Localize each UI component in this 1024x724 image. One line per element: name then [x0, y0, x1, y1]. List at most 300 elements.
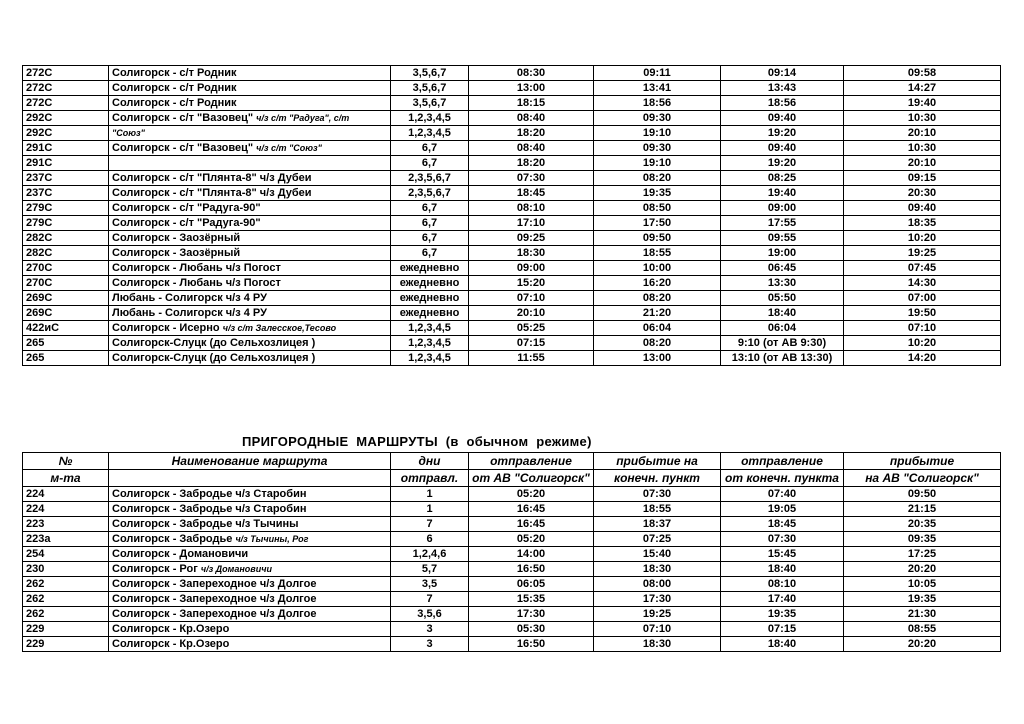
departure-cell: 18:20 — [469, 156, 594, 171]
departure-cell: 16:45 — [469, 502, 594, 517]
route-number-cell: 229 — [23, 622, 109, 637]
days-cell: ежедневно — [391, 276, 469, 291]
days-cell: 3 — [391, 637, 469, 652]
route-name-cell — [109, 607, 391, 622]
table-row — [23, 577, 1001, 592]
route-name: Солигорск - Забродье — [112, 533, 233, 545]
route-number-cell: 292С — [23, 111, 109, 126]
days-cell: 7 — [391, 517, 469, 532]
departure-end-cell: 09:40 — [721, 111, 844, 126]
route-number-cell: 223 — [23, 517, 109, 532]
table-row — [23, 487, 1001, 502]
route-name: Любань - Солигорск ч/з 4 РУ — [112, 292, 267, 304]
departure-cell: 16:50 — [469, 637, 594, 652]
departure-cell: 13:00 — [469, 81, 594, 96]
arrival-end-cell: 17:30 — [594, 592, 721, 607]
arrival-end-cell: 16:20 — [594, 276, 721, 291]
arrival-cell: 14:20 — [844, 351, 1001, 366]
departure-cell: 15:35 — [469, 592, 594, 607]
route-number-cell: 270С — [23, 276, 109, 291]
arrival-cell: 09:58 — [844, 66, 1001, 81]
schedule-table-suburban — [22, 452, 1001, 652]
arrival-end-cell: 18:56 — [594, 96, 721, 111]
arrival-cell: 19:50 — [844, 306, 1001, 321]
departure-cell: 16:50 — [469, 562, 594, 577]
arrival-cell: 09:15 — [844, 171, 1001, 186]
table-row — [23, 547, 1001, 562]
table-row — [23, 231, 1001, 246]
arrival-end-cell: 07:10 — [594, 622, 721, 637]
header-cell: отправление — [469, 453, 594, 470]
route-name: Солигорск - с/т "Вазовец" — [112, 142, 254, 154]
route-name-cell — [109, 96, 391, 111]
route-name: Солигорск - Забродье ч/з Старобин — [112, 488, 307, 500]
route-name-cell — [109, 81, 391, 96]
arrival-cell: 21:30 — [844, 607, 1001, 622]
table-row — [23, 216, 1001, 231]
days-cell: 6,7 — [391, 246, 469, 261]
days-cell: ежедневно — [391, 261, 469, 276]
departure-end-cell: 19:40 — [721, 186, 844, 201]
departure-end-cell: 07:40 — [721, 487, 844, 502]
departure-cell: 18:30 — [469, 246, 594, 261]
arrival-end-cell: 18:30 — [594, 562, 721, 577]
arrival-cell: 20:30 — [844, 186, 1001, 201]
departure-cell: 18:20 — [469, 126, 594, 141]
route-number-cell: 262 — [23, 577, 109, 592]
route-name-cell — [109, 487, 391, 502]
arrival-end-cell: 08:50 — [594, 201, 721, 216]
table-row — [23, 502, 1001, 517]
departure-end-cell: 13:30 — [721, 276, 844, 291]
table-row — [23, 321, 1001, 336]
arrival-end-cell: 09:30 — [594, 141, 721, 156]
route-number-cell: 265 — [23, 351, 109, 366]
route-name: Солигорск - Кр.Озеро — [112, 638, 230, 650]
header-cell — [109, 470, 391, 487]
arrival-cell: 10:30 — [844, 111, 1001, 126]
days-cell: 1 — [391, 487, 469, 502]
departure-cell: 20:10 — [469, 306, 594, 321]
arrival-cell: 19:40 — [844, 96, 1001, 111]
route-name: Солигорск - Домановичи — [112, 548, 249, 560]
arrival-end-cell: 13:00 — [594, 351, 721, 366]
departure-end-cell: 19:20 — [721, 156, 844, 171]
route-name: Любань - Солигорск ч/з 4 РУ — [112, 307, 267, 319]
route-number-cell: 282С — [23, 231, 109, 246]
departure-end-cell: 18:56 — [721, 96, 844, 111]
departure-end-cell: 09:55 — [721, 231, 844, 246]
route-name: Солигорск - Кр.Озеро — [112, 623, 230, 635]
days-cell: 1,2,4,6 — [391, 547, 469, 562]
table-row — [23, 351, 1001, 366]
arrival-end-cell: 19:10 — [594, 126, 721, 141]
route-via-note: ч/з с/т "Радуга", с/т — [256, 113, 350, 123]
days-cell: ежедневно — [391, 291, 469, 306]
route-name-cell — [109, 276, 391, 291]
route-via-note: ч/з с/т "Союз" — [256, 143, 322, 153]
days-cell: 1,2,3,4,5 — [391, 126, 469, 141]
departure-end-cell: 18:45 — [721, 517, 844, 532]
table-header-row — [23, 453, 1001, 470]
days-cell: 3,5,6,7 — [391, 96, 469, 111]
arrival-cell: 14:27 — [844, 81, 1001, 96]
departure-end-cell: 17:40 — [721, 592, 844, 607]
departure-cell: 15:20 — [469, 276, 594, 291]
arrival-cell: 07:00 — [844, 291, 1001, 306]
departure-cell: 05:25 — [469, 321, 594, 336]
departure-end-cell: 19:20 — [721, 126, 844, 141]
route-name: Солигорск - Запереходное ч/з Долгое — [112, 608, 317, 620]
route-name: Солигорск - с/т Родник — [112, 67, 237, 79]
arrival-end-cell: 21:20 — [594, 306, 721, 321]
days-cell: 1,2,3,4,5 — [391, 336, 469, 351]
table-row — [23, 607, 1001, 622]
departure-cell: 08:30 — [469, 66, 594, 81]
route-via-note: "Союз" — [112, 128, 145, 138]
days-cell: 3,5 — [391, 577, 469, 592]
route-number-cell: 291С — [23, 141, 109, 156]
days-cell: ежедневно — [391, 306, 469, 321]
departure-cell: 14:00 — [469, 547, 594, 562]
arrival-end-cell: 18:55 — [594, 246, 721, 261]
route-number-cell: 237С — [23, 186, 109, 201]
arrival-cell: 18:35 — [844, 216, 1001, 231]
departure-cell: 06:05 — [469, 577, 594, 592]
route-name-cell — [109, 291, 391, 306]
table-row — [23, 141, 1001, 156]
table-row — [23, 111, 1001, 126]
route-number-cell: 262 — [23, 592, 109, 607]
route-name-cell — [109, 246, 391, 261]
departure-end-cell: 9:10 (от АВ 9:30) — [721, 336, 844, 351]
route-number-cell: 270С — [23, 261, 109, 276]
route-via-note: ч/з Домановичи — [200, 564, 272, 574]
days-cell: 6,7 — [391, 201, 469, 216]
days-cell: 3 — [391, 622, 469, 637]
route-number-cell: 223а — [23, 532, 109, 547]
route-name-cell — [109, 336, 391, 351]
route-name-cell — [109, 126, 391, 141]
departure-cell: 08:40 — [469, 111, 594, 126]
header-cell: м-та — [23, 470, 109, 487]
route-via-note: ч/з Тычины, Рог — [235, 534, 309, 544]
route-name: Солигорск - с/т "Плянта-8" ч/з Дубеи — [112, 172, 312, 184]
header-cell: дни — [391, 453, 469, 470]
departure-end-cell: 19:00 — [721, 246, 844, 261]
departure-end-cell: 06:45 — [721, 261, 844, 276]
arrival-cell: 10:20 — [844, 336, 1001, 351]
route-name: Солигорск - Любань ч/з Погост — [112, 277, 281, 289]
route-name-cell — [109, 306, 391, 321]
route-name-cell — [109, 261, 391, 276]
departure-cell: 05:30 — [469, 622, 594, 637]
arrival-end-cell: 18:55 — [594, 502, 721, 517]
table-row — [23, 261, 1001, 276]
arrival-cell: 07:45 — [844, 261, 1001, 276]
days-cell: 1 — [391, 502, 469, 517]
schedule-table-garden-body — [23, 66, 1001, 366]
route-name-cell — [109, 562, 391, 577]
header-cell: прибытие — [844, 453, 1001, 470]
route-number-cell: 269С — [23, 306, 109, 321]
departure-cell: 17:30 — [469, 607, 594, 622]
arrival-end-cell: 08:20 — [594, 171, 721, 186]
header-cell: конечн. пункт — [594, 470, 721, 487]
days-cell: 2,3,5,6,7 — [391, 171, 469, 186]
arrival-end-cell: 08:20 — [594, 291, 721, 306]
table-row — [23, 532, 1001, 547]
departure-end-cell: 08:10 — [721, 577, 844, 592]
departure-end-cell: 09:00 — [721, 201, 844, 216]
route-name-cell — [109, 547, 391, 562]
route-name-cell — [109, 577, 391, 592]
route-name: Солигорск - Забродье ч/з Старобин — [112, 503, 307, 515]
route-name-cell — [109, 111, 391, 126]
route-name: Солигорск - Запереходное ч/з Долгое — [112, 578, 317, 590]
departure-cell: 05:20 — [469, 532, 594, 547]
days-cell: 3,5,6,7 — [391, 66, 469, 81]
departure-end-cell: 05:50 — [721, 291, 844, 306]
arrival-cell: 19:25 — [844, 246, 1001, 261]
schedule-table-garden — [22, 65, 1001, 366]
departure-cell: 08:10 — [469, 201, 594, 216]
route-name-cell — [109, 351, 391, 366]
table-row — [23, 246, 1001, 261]
header-cell: отправл. — [391, 470, 469, 487]
departure-end-cell: 06:04 — [721, 321, 844, 336]
arrival-end-cell: 19:10 — [594, 156, 721, 171]
route-number-cell: 272С — [23, 81, 109, 96]
arrival-cell: 19:35 — [844, 592, 1001, 607]
route-name-cell — [109, 231, 391, 246]
departure-end-cell: 13:10 (от АВ 13:30) — [721, 351, 844, 366]
departure-cell: 16:45 — [469, 517, 594, 532]
table-row — [23, 336, 1001, 351]
table-row — [23, 201, 1001, 216]
route-number-cell: 229 — [23, 637, 109, 652]
route-number-cell: 272С — [23, 66, 109, 81]
arrival-cell: 08:55 — [844, 622, 1001, 637]
arrival-end-cell: 18:37 — [594, 517, 721, 532]
departure-cell: 08:40 — [469, 141, 594, 156]
departure-end-cell: 18:40 — [721, 637, 844, 652]
days-cell: 6 — [391, 532, 469, 547]
route-number-cell: 282С — [23, 246, 109, 261]
arrival-end-cell: 13:41 — [594, 81, 721, 96]
arrival-cell: 20:35 — [844, 517, 1001, 532]
route-name-cell — [109, 592, 391, 607]
departure-end-cell: 19:05 — [721, 502, 844, 517]
table-row — [23, 276, 1001, 291]
arrival-end-cell: 18:30 — [594, 637, 721, 652]
departure-end-cell: 15:45 — [721, 547, 844, 562]
arrival-end-cell: 15:40 — [594, 547, 721, 562]
days-cell: 5,7 — [391, 562, 469, 577]
route-name: Солигорск - Заозёрный — [112, 247, 241, 259]
route-name: Солигорск - с/т "Вазовец" — [112, 112, 254, 124]
route-name: Солигорск - Исерно — [112, 322, 220, 334]
table-header-row — [23, 470, 1001, 487]
table-row — [23, 156, 1001, 171]
route-number-cell: 254 — [23, 547, 109, 562]
departure-end-cell: 17:55 — [721, 216, 844, 231]
route-via-note: ч/з с/т Залесское,Тесово — [222, 323, 337, 333]
route-name: Солигорск - с/т "Плянта-8" ч/з Дубеи — [112, 187, 312, 199]
route-name: Солигорск - с/т Родник — [112, 97, 237, 109]
route-name-cell — [109, 502, 391, 517]
departure-end-cell: 07:15 — [721, 622, 844, 637]
route-name-cell — [109, 216, 391, 231]
arrival-end-cell: 09:11 — [594, 66, 721, 81]
arrival-end-cell: 19:25 — [594, 607, 721, 622]
route-name: Солигорск - Запереходное ч/з Долгое — [112, 593, 317, 605]
days-cell: 2,3,5,6,7 — [391, 186, 469, 201]
departure-end-cell: 19:35 — [721, 607, 844, 622]
table-row — [23, 96, 1001, 111]
departure-cell: 09:25 — [469, 231, 594, 246]
table-row — [23, 291, 1001, 306]
route-number-cell: 224 — [23, 502, 109, 517]
departure-cell: 07:10 — [469, 291, 594, 306]
route-number-cell: 262 — [23, 607, 109, 622]
days-cell: 1,2,3,4,5 — [391, 321, 469, 336]
arrival-end-cell: 08:20 — [594, 336, 721, 351]
departure-end-cell: 09:40 — [721, 141, 844, 156]
route-name: Солигорск-Слуцк (до Сельхозлицея ) — [112, 352, 316, 364]
departure-end-cell: 09:14 — [721, 66, 844, 81]
arrival-end-cell: 07:30 — [594, 487, 721, 502]
departure-end-cell: 08:25 — [721, 171, 844, 186]
route-number-cell: 279С — [23, 216, 109, 231]
route-number-cell: 269С — [23, 291, 109, 306]
route-number-cell: 265 — [23, 336, 109, 351]
section-title: ПРИГОРОДНЫЕ МАРШРУТЫ (в обычном режиме) — [242, 434, 592, 449]
route-name-cell — [109, 622, 391, 637]
departure-end-cell: 07:30 — [721, 532, 844, 547]
departure-cell: 09:00 — [469, 261, 594, 276]
header-cell: на АВ "Солигорск" — [844, 470, 1001, 487]
header-cell: прибытие на — [594, 453, 721, 470]
table-row — [23, 186, 1001, 201]
route-name-cell — [109, 186, 391, 201]
arrival-end-cell: 19:35 — [594, 186, 721, 201]
route-number-cell: 292С — [23, 126, 109, 141]
arrival-cell: 10:20 — [844, 231, 1001, 246]
route-number-cell: 224 — [23, 487, 109, 502]
arrival-end-cell: 10:00 — [594, 261, 721, 276]
departure-cell: 18:45 — [469, 186, 594, 201]
arrival-cell: 10:30 — [844, 141, 1001, 156]
table-row — [23, 66, 1001, 81]
route-name: Солигорск - Любань ч/з Погост — [112, 262, 281, 274]
route-name: Солигорск - с/т "Радуга-90" — [112, 202, 261, 214]
schedule-table-suburban-body — [23, 487, 1001, 652]
route-name-cell — [109, 66, 391, 81]
table-row — [23, 126, 1001, 141]
table-row — [23, 306, 1001, 321]
departure-cell: 17:10 — [469, 216, 594, 231]
route-name-cell — [109, 201, 391, 216]
arrival-cell: 09:50 — [844, 487, 1001, 502]
days-cell: 1,2,3,4,5 — [391, 351, 469, 366]
arrival-cell: 09:35 — [844, 532, 1001, 547]
arrival-cell: 07:10 — [844, 321, 1001, 336]
route-name: Солигорск - Рог — [112, 563, 198, 575]
header-cell: от конечн. пункта — [721, 470, 844, 487]
days-cell: 1,2,3,4,5 — [391, 111, 469, 126]
days-cell: 3,5,6 — [391, 607, 469, 622]
departure-end-cell: 18:40 — [721, 306, 844, 321]
route-name-cell — [109, 141, 391, 156]
route-number-cell: 272С — [23, 96, 109, 111]
header-cell: Наименование маршрута — [109, 453, 391, 470]
route-name: Солигорск - Заозёрный — [112, 232, 241, 244]
route-name-cell — [109, 517, 391, 532]
arrival-cell: 17:25 — [844, 547, 1001, 562]
route-number-cell: 230 — [23, 562, 109, 577]
route-number-cell: 422иС — [23, 321, 109, 336]
table-row — [23, 171, 1001, 186]
table-row — [23, 517, 1001, 532]
route-name: Солигорск-Слуцк (до Сельхозлицея ) — [112, 337, 316, 349]
days-cell: 3,5,6,7 — [391, 81, 469, 96]
arrival-end-cell: 08:00 — [594, 577, 721, 592]
departure-cell: 05:20 — [469, 487, 594, 502]
arrival-cell: 09:40 — [844, 201, 1001, 216]
arrival-end-cell: 09:50 — [594, 231, 721, 246]
arrival-cell: 20:10 — [844, 126, 1001, 141]
table-row — [23, 81, 1001, 96]
departure-end-cell: 13:43 — [721, 81, 844, 96]
route-name: Солигорск - с/т Родник — [112, 82, 237, 94]
arrival-end-cell: 09:30 — [594, 111, 721, 126]
days-cell: 6,7 — [391, 231, 469, 246]
days-cell: 6,7 — [391, 216, 469, 231]
route-name-cell — [109, 171, 391, 186]
departure-cell: 07:15 — [469, 336, 594, 351]
arrival-cell: 21:15 — [844, 502, 1001, 517]
days-cell: 6,7 — [391, 141, 469, 156]
header-cell: № — [23, 453, 109, 470]
route-name-cell — [109, 637, 391, 652]
arrival-cell: 10:05 — [844, 577, 1001, 592]
table-row — [23, 622, 1001, 637]
route-name-cell — [109, 532, 391, 547]
arrival-cell: 20:10 — [844, 156, 1001, 171]
route-number-cell: 237С — [23, 171, 109, 186]
header-cell: от АВ "Солигорск" — [469, 470, 594, 487]
days-cell: 6,7 — [391, 156, 469, 171]
departure-cell: 11:55 — [469, 351, 594, 366]
arrival-end-cell: 17:50 — [594, 216, 721, 231]
header-cell: отправление — [721, 453, 844, 470]
arrival-end-cell: 06:04 — [594, 321, 721, 336]
arrival-cell: 20:20 — [844, 637, 1001, 652]
table-row — [23, 637, 1001, 652]
departure-cell: 07:30 — [469, 171, 594, 186]
table-row — [23, 592, 1001, 607]
arrival-end-cell: 07:25 — [594, 532, 721, 547]
arrival-cell: 20:20 — [844, 562, 1001, 577]
route-number-cell: 291С — [23, 156, 109, 171]
route-name: Солигорск - Забродье ч/з Тычины — [112, 518, 299, 530]
route-name: Солигорск - с/т "Радуга-90" — [112, 217, 261, 229]
table-row — [23, 562, 1001, 577]
arrival-cell: 14:30 — [844, 276, 1001, 291]
departure-end-cell: 18:40 — [721, 562, 844, 577]
route-number-cell: 279С — [23, 201, 109, 216]
